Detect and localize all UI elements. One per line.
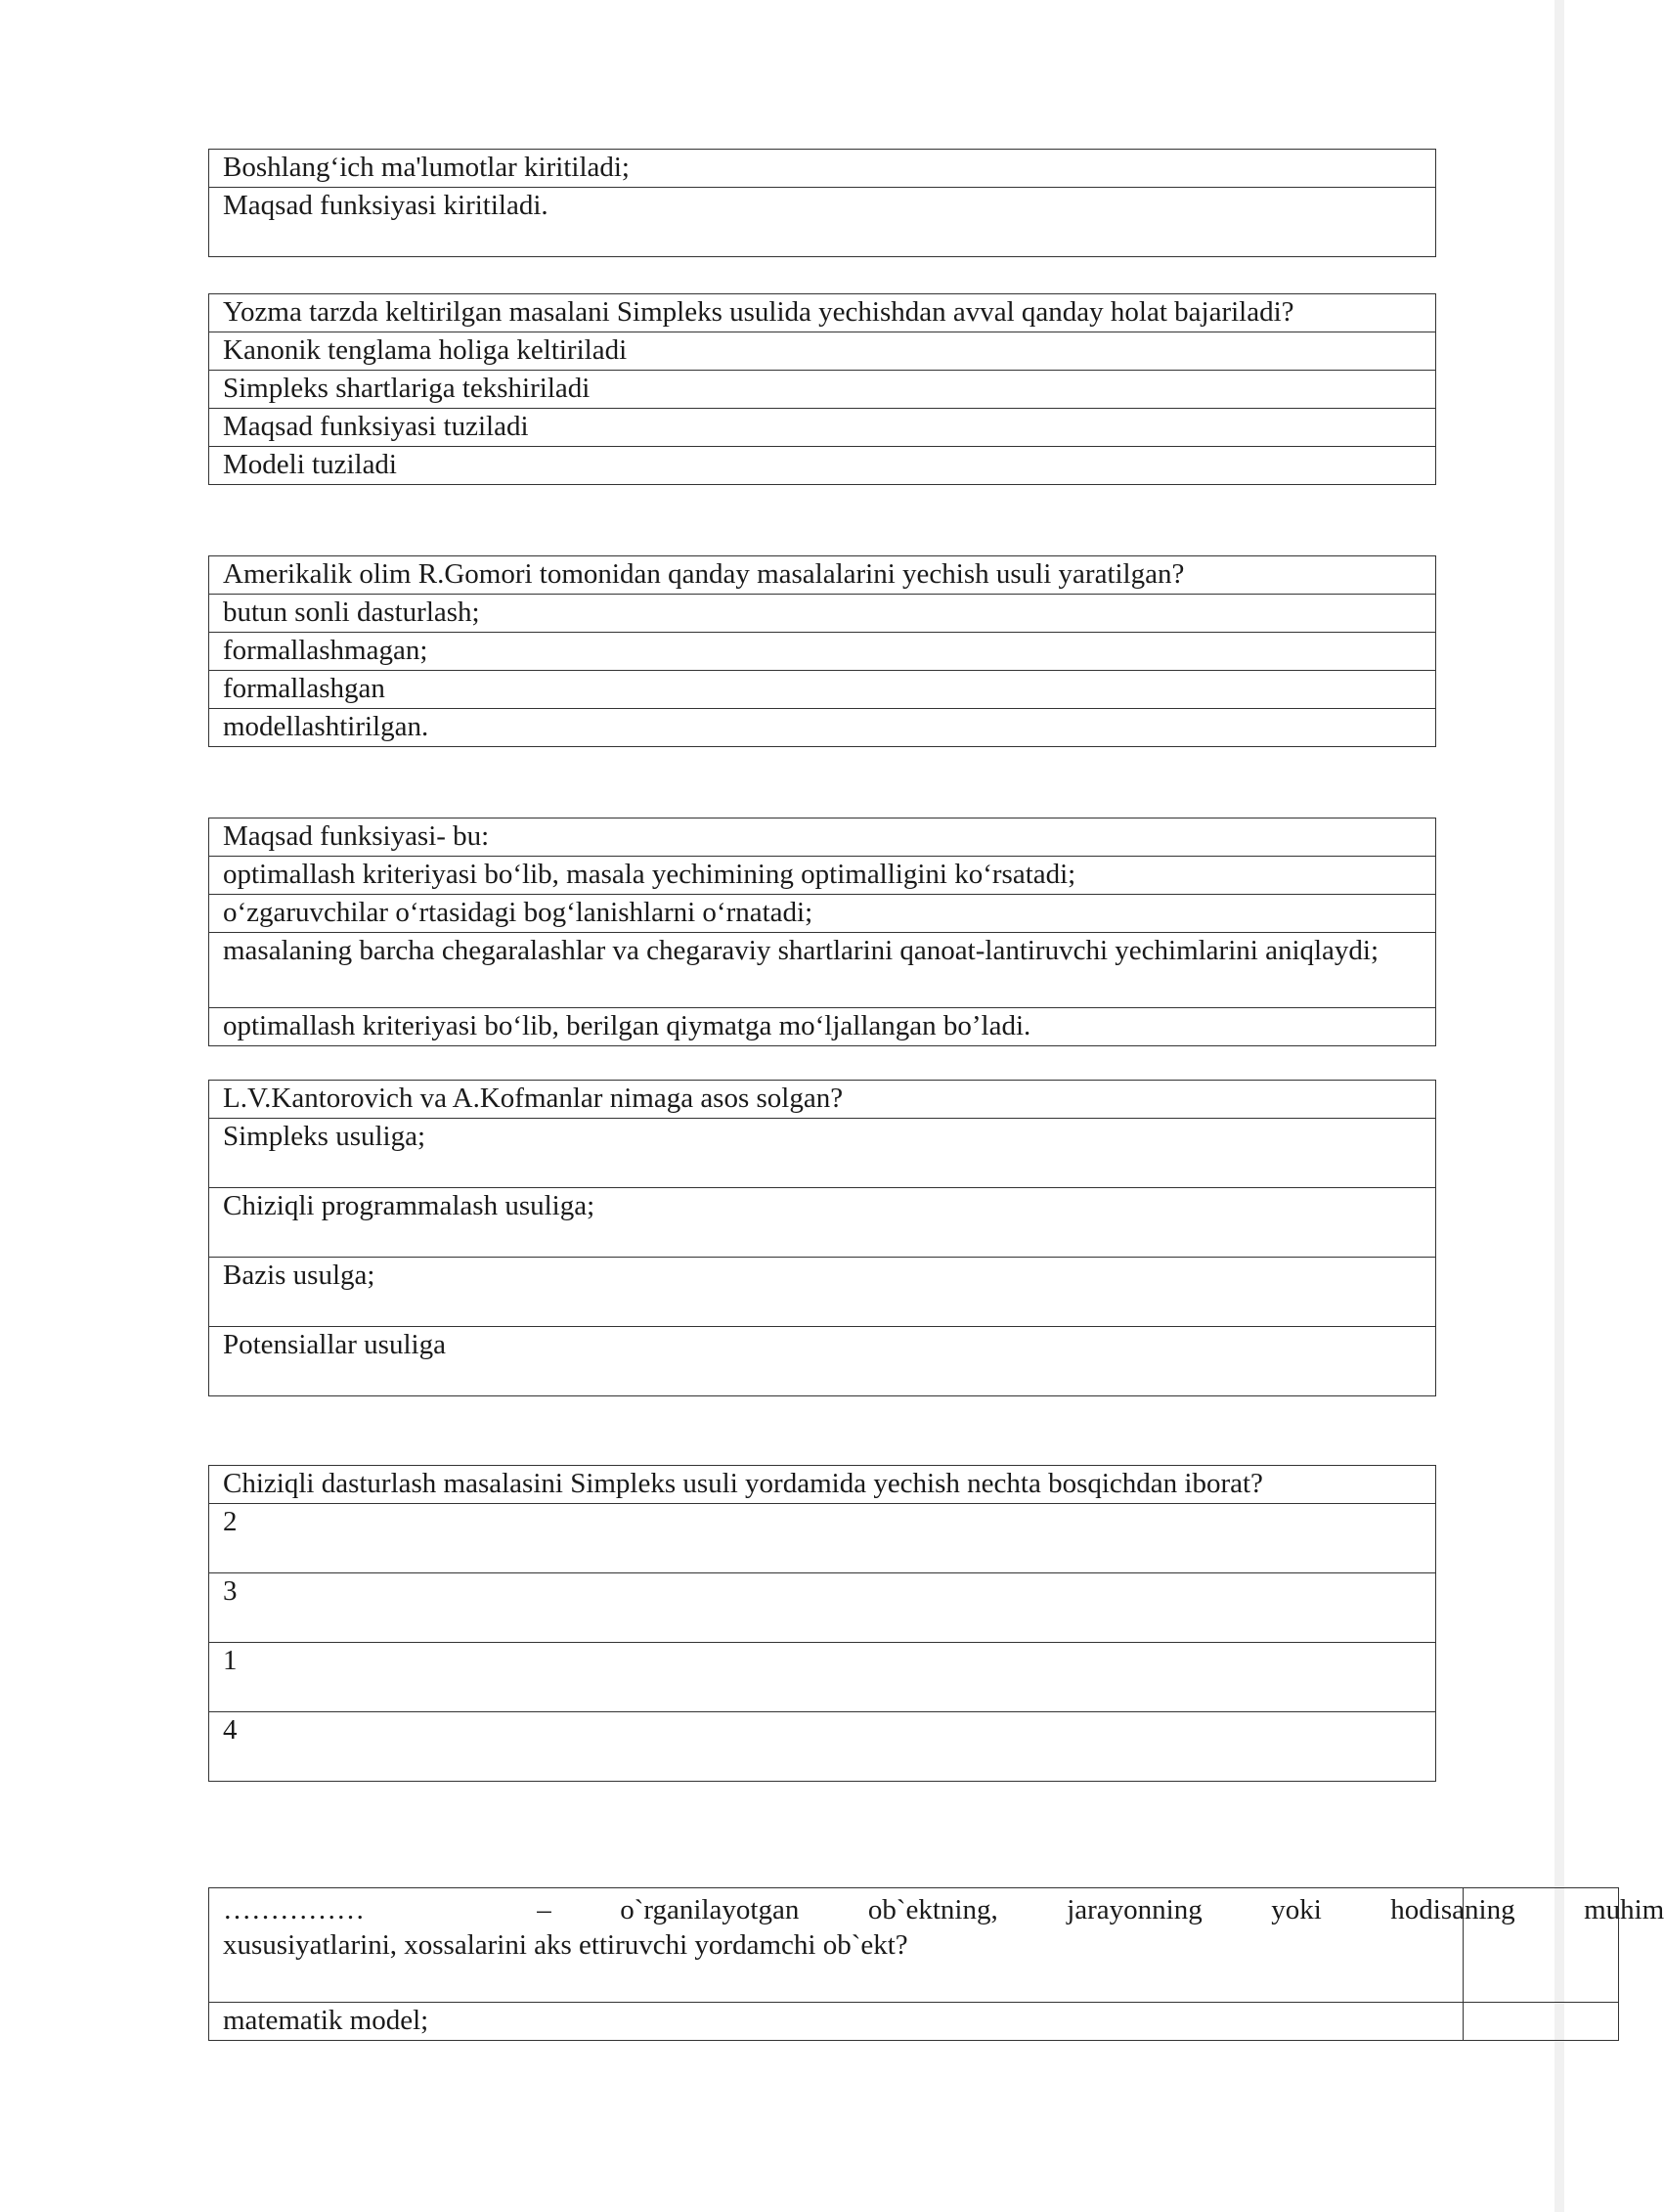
option-cell: Simpleks shartlariga tekshiriladi (209, 371, 1436, 409)
option-cell: 4 (209, 1712, 1436, 1782)
question-table-7 (208, 1887, 1664, 2041)
question-table-4 (208, 818, 1436, 1046)
side-cell (1464, 2003, 1619, 2041)
question-cell: Amerikalik olim R.Gomori tomonidan qanday masalalarini yechish usuli yaratilgan? (209, 556, 1436, 595)
question-line-2: xususiyatlarini, xossalarini aks ettiruvchi yordamchi ob`ekt? (223, 1929, 908, 1961)
option-cell: Maqsad funksiyasi tuziladi (209, 409, 1436, 447)
option-cell: Modeli tuziladi (209, 447, 1436, 485)
option-cell: Maqsad funksiyasi kiritiladi. (209, 188, 1436, 257)
option-cell: 2 (209, 1504, 1436, 1573)
question-table-3 (208, 555, 1436, 747)
question-cell (209, 1888, 1664, 2003)
question-cell: Yozma tarzda keltirilgan masalani Simpleks usulida yechishdan avval qanday holat bajariladi? (209, 294, 1436, 332)
option-cell: butun sonli dasturlash; (209, 595, 1436, 633)
option-cell: 1 (209, 1643, 1436, 1712)
option-cell: formallashmagan; (209, 633, 1436, 671)
option-cell: Chiziqli programmalash usuliga; (209, 1188, 1436, 1258)
question-table-2 (208, 293, 1436, 485)
question-cell: L.V.Kantorovich va A.Kofmanlar nimaga asos solgan? (209, 1081, 1436, 1119)
page-edge-shade (1555, 0, 1564, 2212)
option-cell: Kanonik tenglama holiga keltiriladi (209, 332, 1436, 371)
question-cell: Chiziqli dasturlash masalasini Simpleks usuli yordamida yechish nechta bosqichdan iborat? (209, 1466, 1436, 1504)
option-cell: o‘zgaruvchilar o‘rtasidagi bog‘lanishlarni o‘rnatadi; (209, 895, 1436, 933)
option-cell: formallashgan (209, 671, 1436, 709)
option-cell: Bazis usulga; (209, 1258, 1436, 1327)
option-cell: Boshlang‘ich ma'lumotlar kiritiladi; (209, 150, 1436, 188)
option-cell: optimallash kriteriyasi bo‘lib, berilgan qiymatga mo‘ljallangan bo’ladi. (209, 1008, 1436, 1046)
option-cell: modellashtirilgan. (209, 709, 1436, 747)
option-cell: 3 (209, 1573, 1436, 1643)
option-cell: matematik model; (209, 2003, 1464, 2041)
option-cell: Simpleks usuliga; (209, 1119, 1436, 1188)
option-cell: optimallash kriteriyasi bo‘lib, masala yechimining optimalligini ko‘rsatadi; (209, 857, 1436, 895)
question-cell: Maqsad funksiyasi- bu: (209, 818, 1436, 857)
question-line-1: …………… – o`rganilayotgan ob`ektning, jarayonning yoki hodisaning muhim (223, 1894, 1664, 1925)
question-table-6 (208, 1465, 1436, 1782)
question-table-5 (208, 1080, 1436, 1396)
answer-table-1 (208, 149, 1436, 257)
option-cell: Potensiallar usuliga (209, 1327, 1436, 1396)
option-cell: masalaning barcha chegaralashlar va chegaraviy shartlarini qanoat-lantiruvchi yechimlarini aniqlaydi; (209, 933, 1436, 1008)
